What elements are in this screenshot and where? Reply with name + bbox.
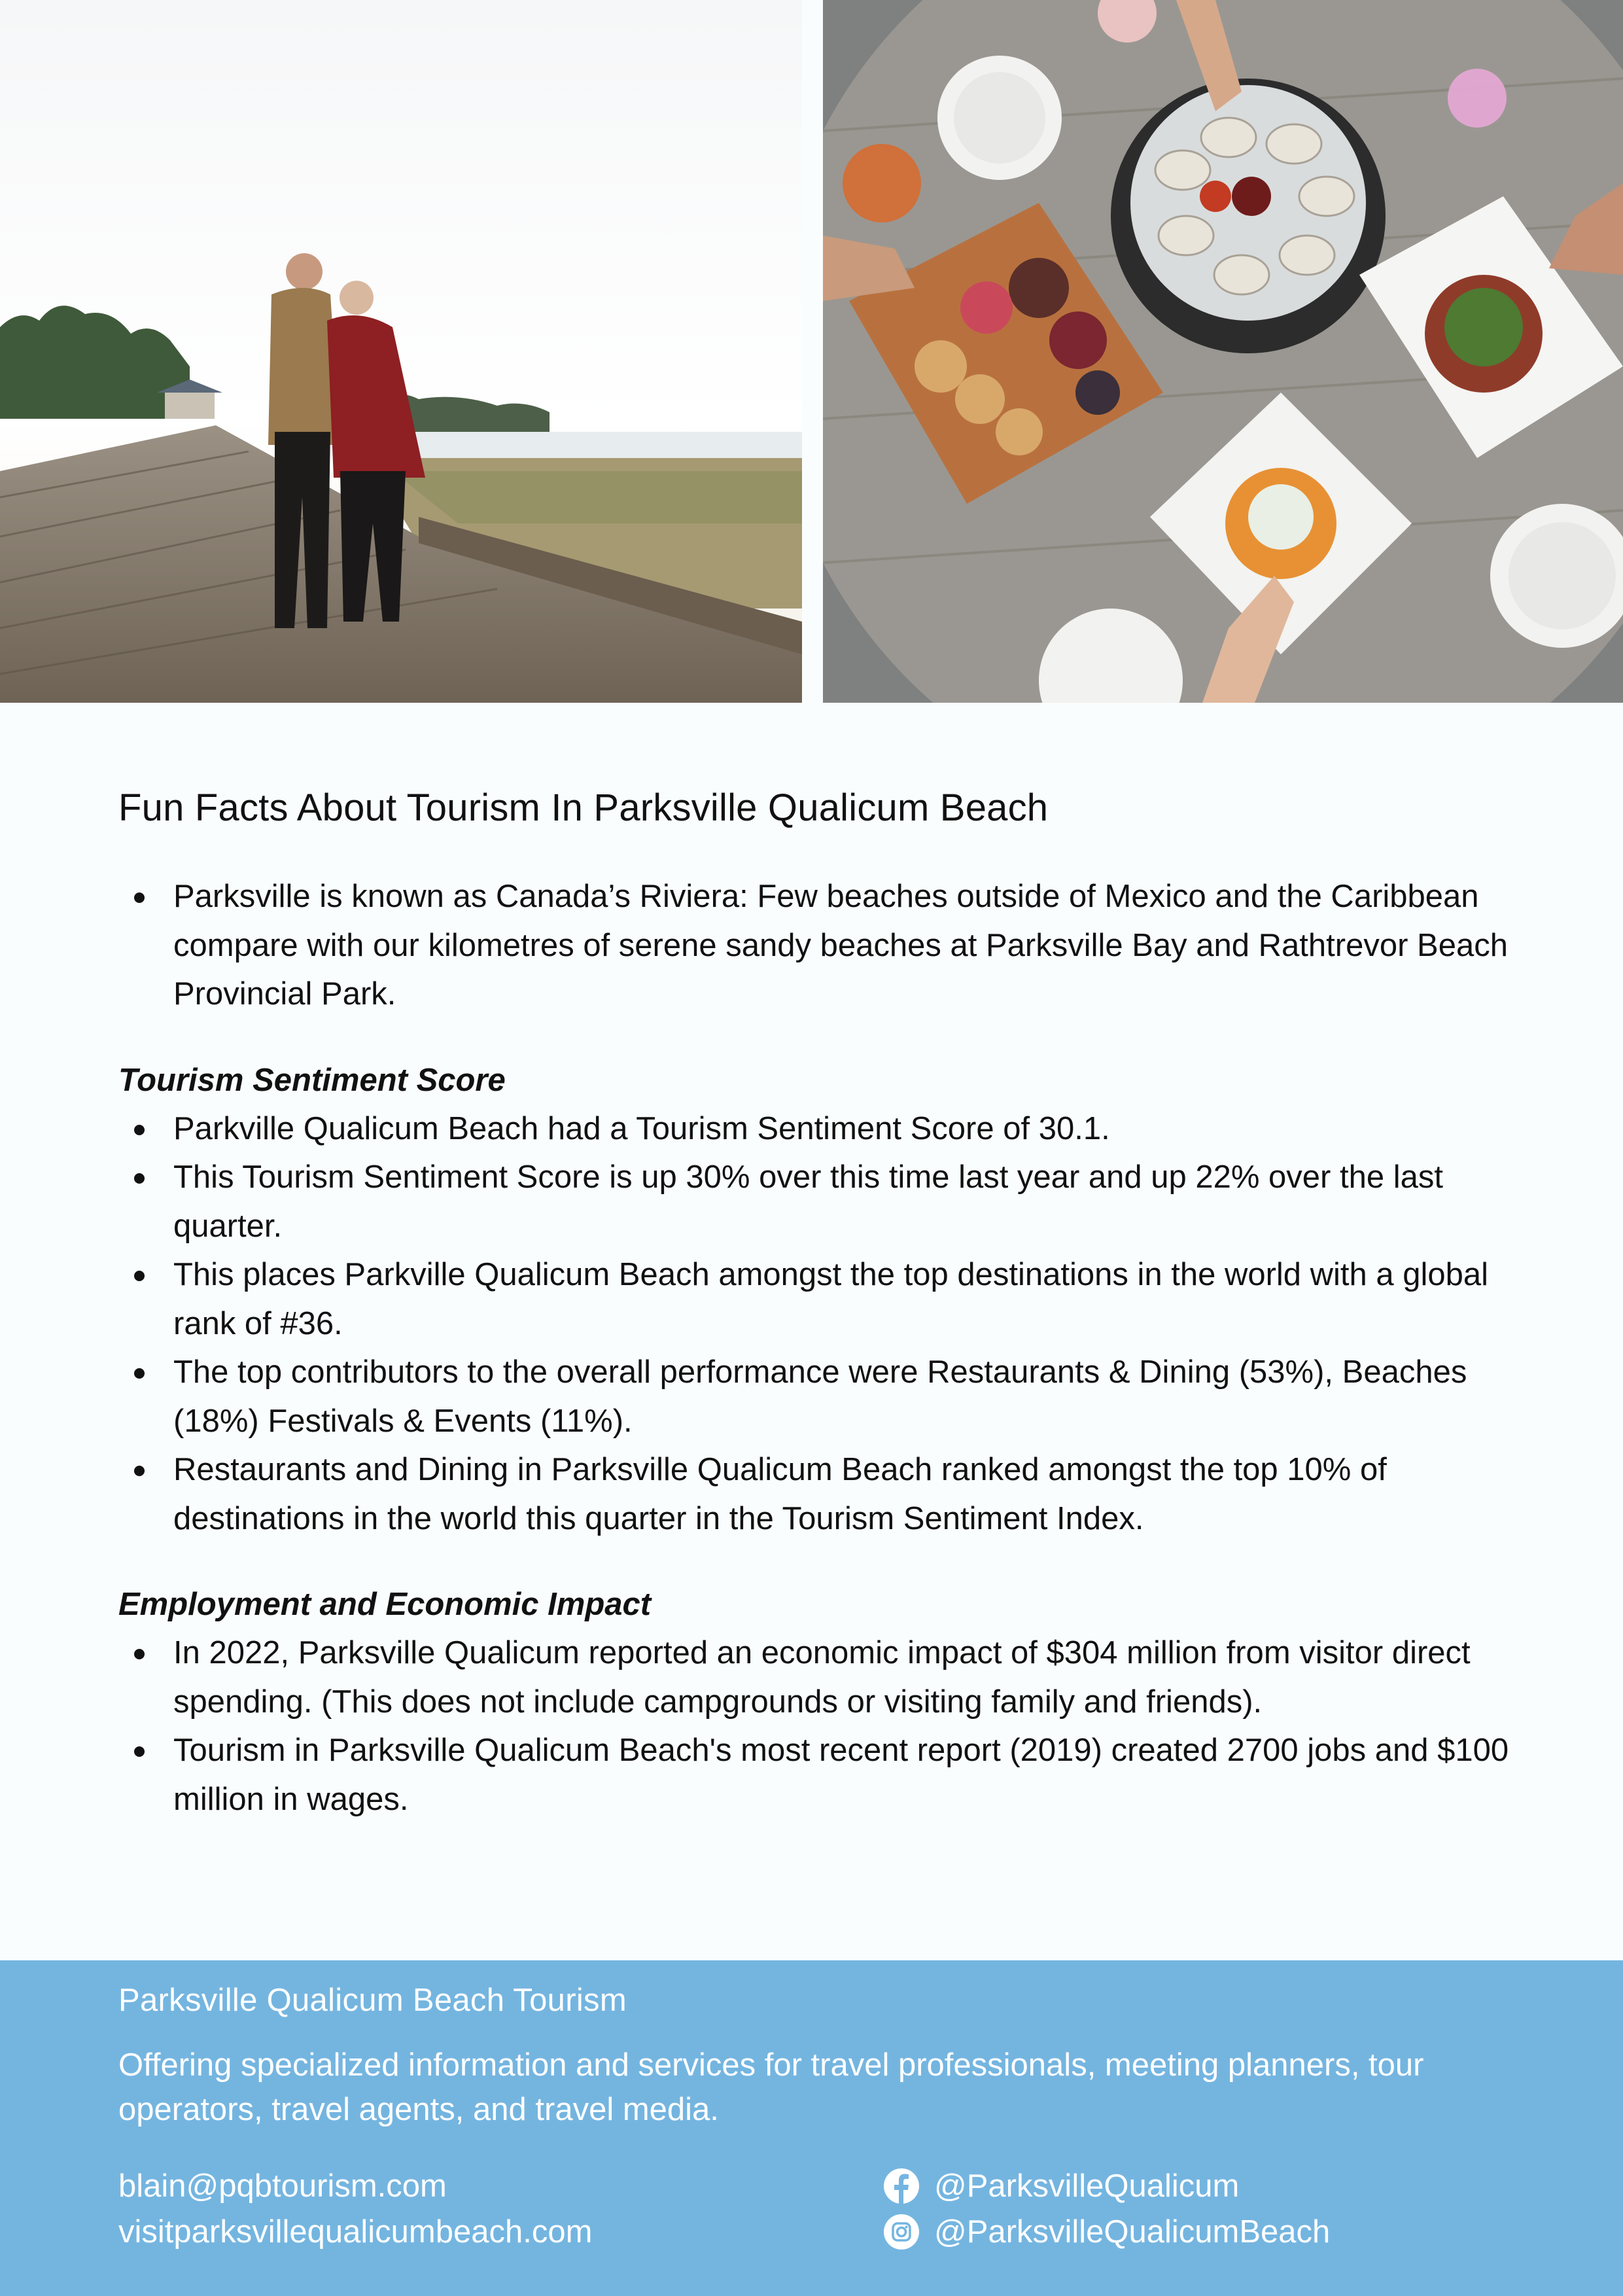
seafood-charcuterie-table-photo bbox=[823, 0, 1623, 703]
email-link[interactable]: blain@pqbtourism.com bbox=[118, 2168, 447, 2204]
facebook-link[interactable] bbox=[883, 2163, 1239, 2209]
instagram-link[interactable] bbox=[883, 2209, 1330, 2255]
sentiment-list bbox=[118, 1104, 1512, 1544]
section-heading-employment: Employment and Economic Impact bbox=[118, 1587, 652, 1622]
intro-list bbox=[118, 872, 1512, 1019]
page-title: Fun Facts About Tourism In Parksville Qualicum Beach bbox=[118, 786, 1049, 829]
section-heading-sentiment: Tourism Sentiment Score bbox=[118, 1062, 506, 1098]
list-item: Parkville Qualicum Beach had a Tourism Sentiment Score of 30.1. bbox=[118, 1104, 1512, 1154]
main-content bbox=[118, 782, 1512, 1824]
website-link[interactable]: visitparksvillequalicumbeach.com bbox=[118, 2214, 593, 2250]
list-item: This Tourism Sentiment Score is up 30% over this time last year and up 22% over the last quarter. bbox=[118, 1153, 1512, 1250]
list-item: Parksville is known as Canada’s Riviera: Few beaches outside of Mexico and the Caribbean compare with our kilometres of serene sandy beaches at Parksville Bay and Rathtrevor Beach Provincial Park. bbox=[118, 872, 1512, 1019]
footer-band bbox=[0, 1960, 1623, 2296]
list-item: This places Parkville Qualicum Beach amongst the top destinations in the world with a global rank of #36. bbox=[118, 1250, 1512, 1348]
footer-title: Parksville Qualicum Beach Tourism bbox=[118, 1983, 627, 2018]
instagram-icon bbox=[883, 2214, 920, 2250]
facebook-icon bbox=[883, 2168, 920, 2204]
footer-description: Offering specialized information and services for travel professionals, meeting planners, tour operators, travel agents, and travel media. bbox=[118, 2047, 1424, 2127]
list-item: The top contributors to the overall performance were Restaurants & Dining (53%), Beaches (18%) Festivals & Events (11%). bbox=[118, 1348, 1512, 1445]
employment-list bbox=[118, 1629, 1512, 1824]
list-item: Tourism in Parksville Qualicum Beach's most recent report (2019) created 2700 jobs and $100 million in wages. bbox=[118, 1726, 1512, 1824]
list-item: Restaurants and Dining in Parksville Qualicum Beach ranked amongst the top 10% of destinations in the world this quarter in the Tourism Sentiment Index. bbox=[118, 1445, 1512, 1543]
couple-walking-boardwalk-photo bbox=[0, 0, 802, 703]
instagram-handle: @ParksvilleQualicumBeach bbox=[934, 2214, 1331, 2250]
list-item: In 2022, Parksville Qualicum reported an economic impact of $304 million from visitor direct spending. (This does not include campgrounds or visiting family and friends). bbox=[118, 1629, 1512, 1726]
facebook-handle: @ParksvilleQualicum bbox=[934, 2168, 1240, 2204]
